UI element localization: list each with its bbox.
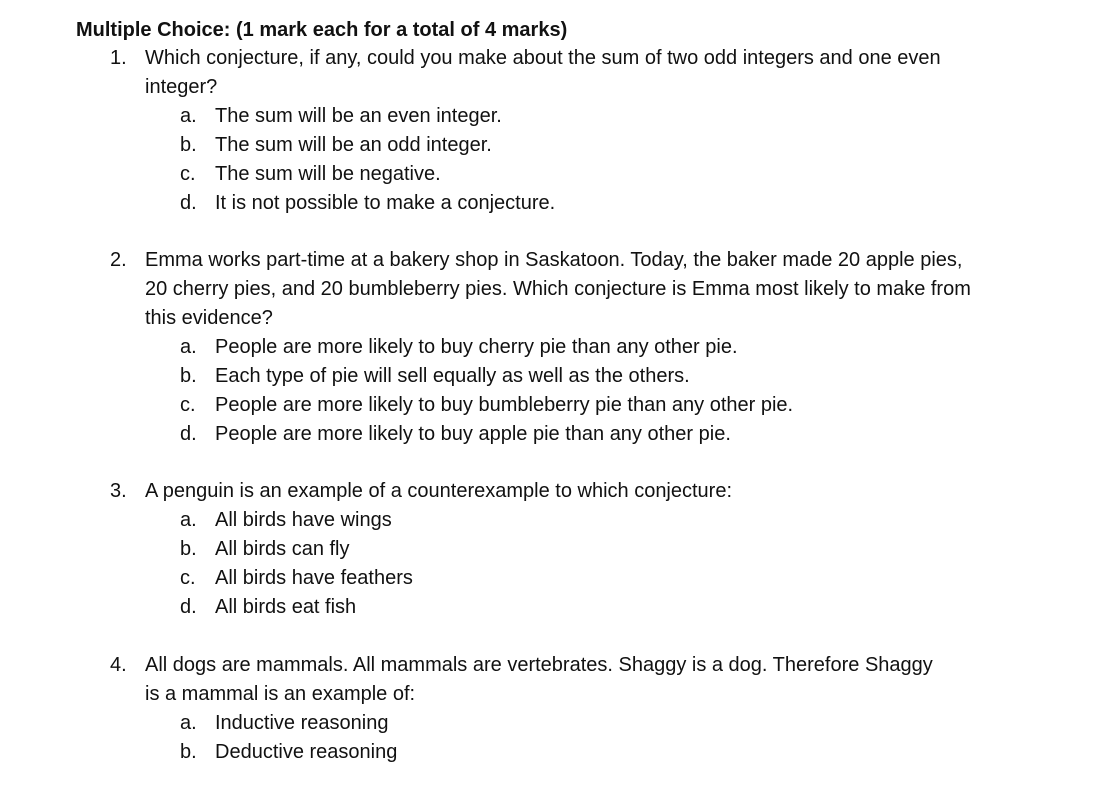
option-text: Each type of pie will sell equally as well as the others. bbox=[215, 365, 690, 387]
option-letter: a. bbox=[180, 105, 197, 127]
question-text: Which conjecture, if any, could you make about the sum of two odd integers and one even integer? bbox=[145, 47, 941, 98]
option-d[interactable] bbox=[0, 420, 1097, 449]
question-2 bbox=[0, 246, 1097, 449]
question-number: 1. bbox=[110, 47, 127, 69]
question-text: Emma works part-time at a bakery shop in Saskatoon. Today, the baker made 20 apple pies, 20 cherry pies, and 20 bumbleberry pies. Which conjecture is Emma most likely to make from this evidence? bbox=[145, 249, 971, 329]
option-a[interactable] bbox=[0, 333, 1097, 362]
option-letter: d. bbox=[180, 192, 197, 214]
option-letter: a. bbox=[180, 509, 197, 531]
option-text: All birds eat fish bbox=[215, 596, 357, 618]
option-d[interactable] bbox=[0, 189, 1097, 218]
option-b[interactable] bbox=[0, 131, 1097, 160]
option-text: People are more likely to buy bumbleberry pie than any other pie. bbox=[215, 394, 794, 416]
question-4 bbox=[0, 651, 1097, 767]
option-text: The sum will be negative. bbox=[215, 163, 441, 185]
option-letter: b. bbox=[180, 538, 197, 560]
option-letter: a. bbox=[180, 336, 197, 358]
option-b[interactable] bbox=[0, 535, 1097, 564]
option-letter: d. bbox=[180, 423, 197, 445]
option-a[interactable] bbox=[0, 506, 1097, 535]
option-a[interactable] bbox=[0, 102, 1097, 131]
option-letter: c. bbox=[180, 163, 196, 185]
option-c[interactable] bbox=[0, 391, 1097, 420]
option-letter: c. bbox=[180, 567, 196, 589]
option-c[interactable] bbox=[0, 564, 1097, 593]
option-c[interactable] bbox=[0, 160, 1097, 189]
option-text: It is not possible to make a conjecture. bbox=[215, 192, 556, 214]
option-text: People are more likely to buy cherry pie than any other pie. bbox=[215, 336, 738, 358]
option-text: Deductive reasoning bbox=[215, 741, 398, 763]
option-text: All birds have feathers bbox=[215, 567, 413, 589]
question-number: 3. bbox=[110, 480, 127, 502]
option-text: Inductive reasoning bbox=[215, 712, 389, 734]
option-b[interactable] bbox=[0, 738, 1097, 767]
option-text: All birds have wings bbox=[215, 509, 392, 531]
option-letter: a. bbox=[180, 712, 197, 734]
option-text: The sum will be an odd integer. bbox=[215, 134, 492, 156]
option-text: All birds can fly bbox=[215, 538, 350, 560]
option-letter: b. bbox=[180, 134, 197, 156]
question-text: All dogs are mammals. All mammals are vertebrates. Shaggy is a dog. Therefore Shaggy is a mammal is an example of: bbox=[145, 654, 933, 705]
option-a[interactable] bbox=[0, 709, 1097, 738]
question-number: 4. bbox=[110, 654, 127, 676]
option-text: People are more likely to buy apple pie than any other pie. bbox=[215, 423, 731, 445]
option-letter: b. bbox=[180, 741, 197, 763]
option-letter: c. bbox=[180, 394, 196, 416]
section-heading: Multiple Choice: (1 mark each for a total of 4 marks) bbox=[76, 19, 568, 41]
question-number: 2. bbox=[110, 249, 127, 271]
option-d[interactable] bbox=[0, 593, 1097, 622]
option-b[interactable] bbox=[0, 362, 1097, 391]
question-1 bbox=[0, 44, 1097, 218]
option-letter: b. bbox=[180, 365, 197, 387]
question-3 bbox=[0, 477, 1097, 622]
option-text: The sum will be an even integer. bbox=[215, 105, 502, 127]
question-text: A penguin is an example of a counterexample to which conjecture: bbox=[145, 480, 733, 502]
option-letter: d. bbox=[180, 596, 197, 618]
